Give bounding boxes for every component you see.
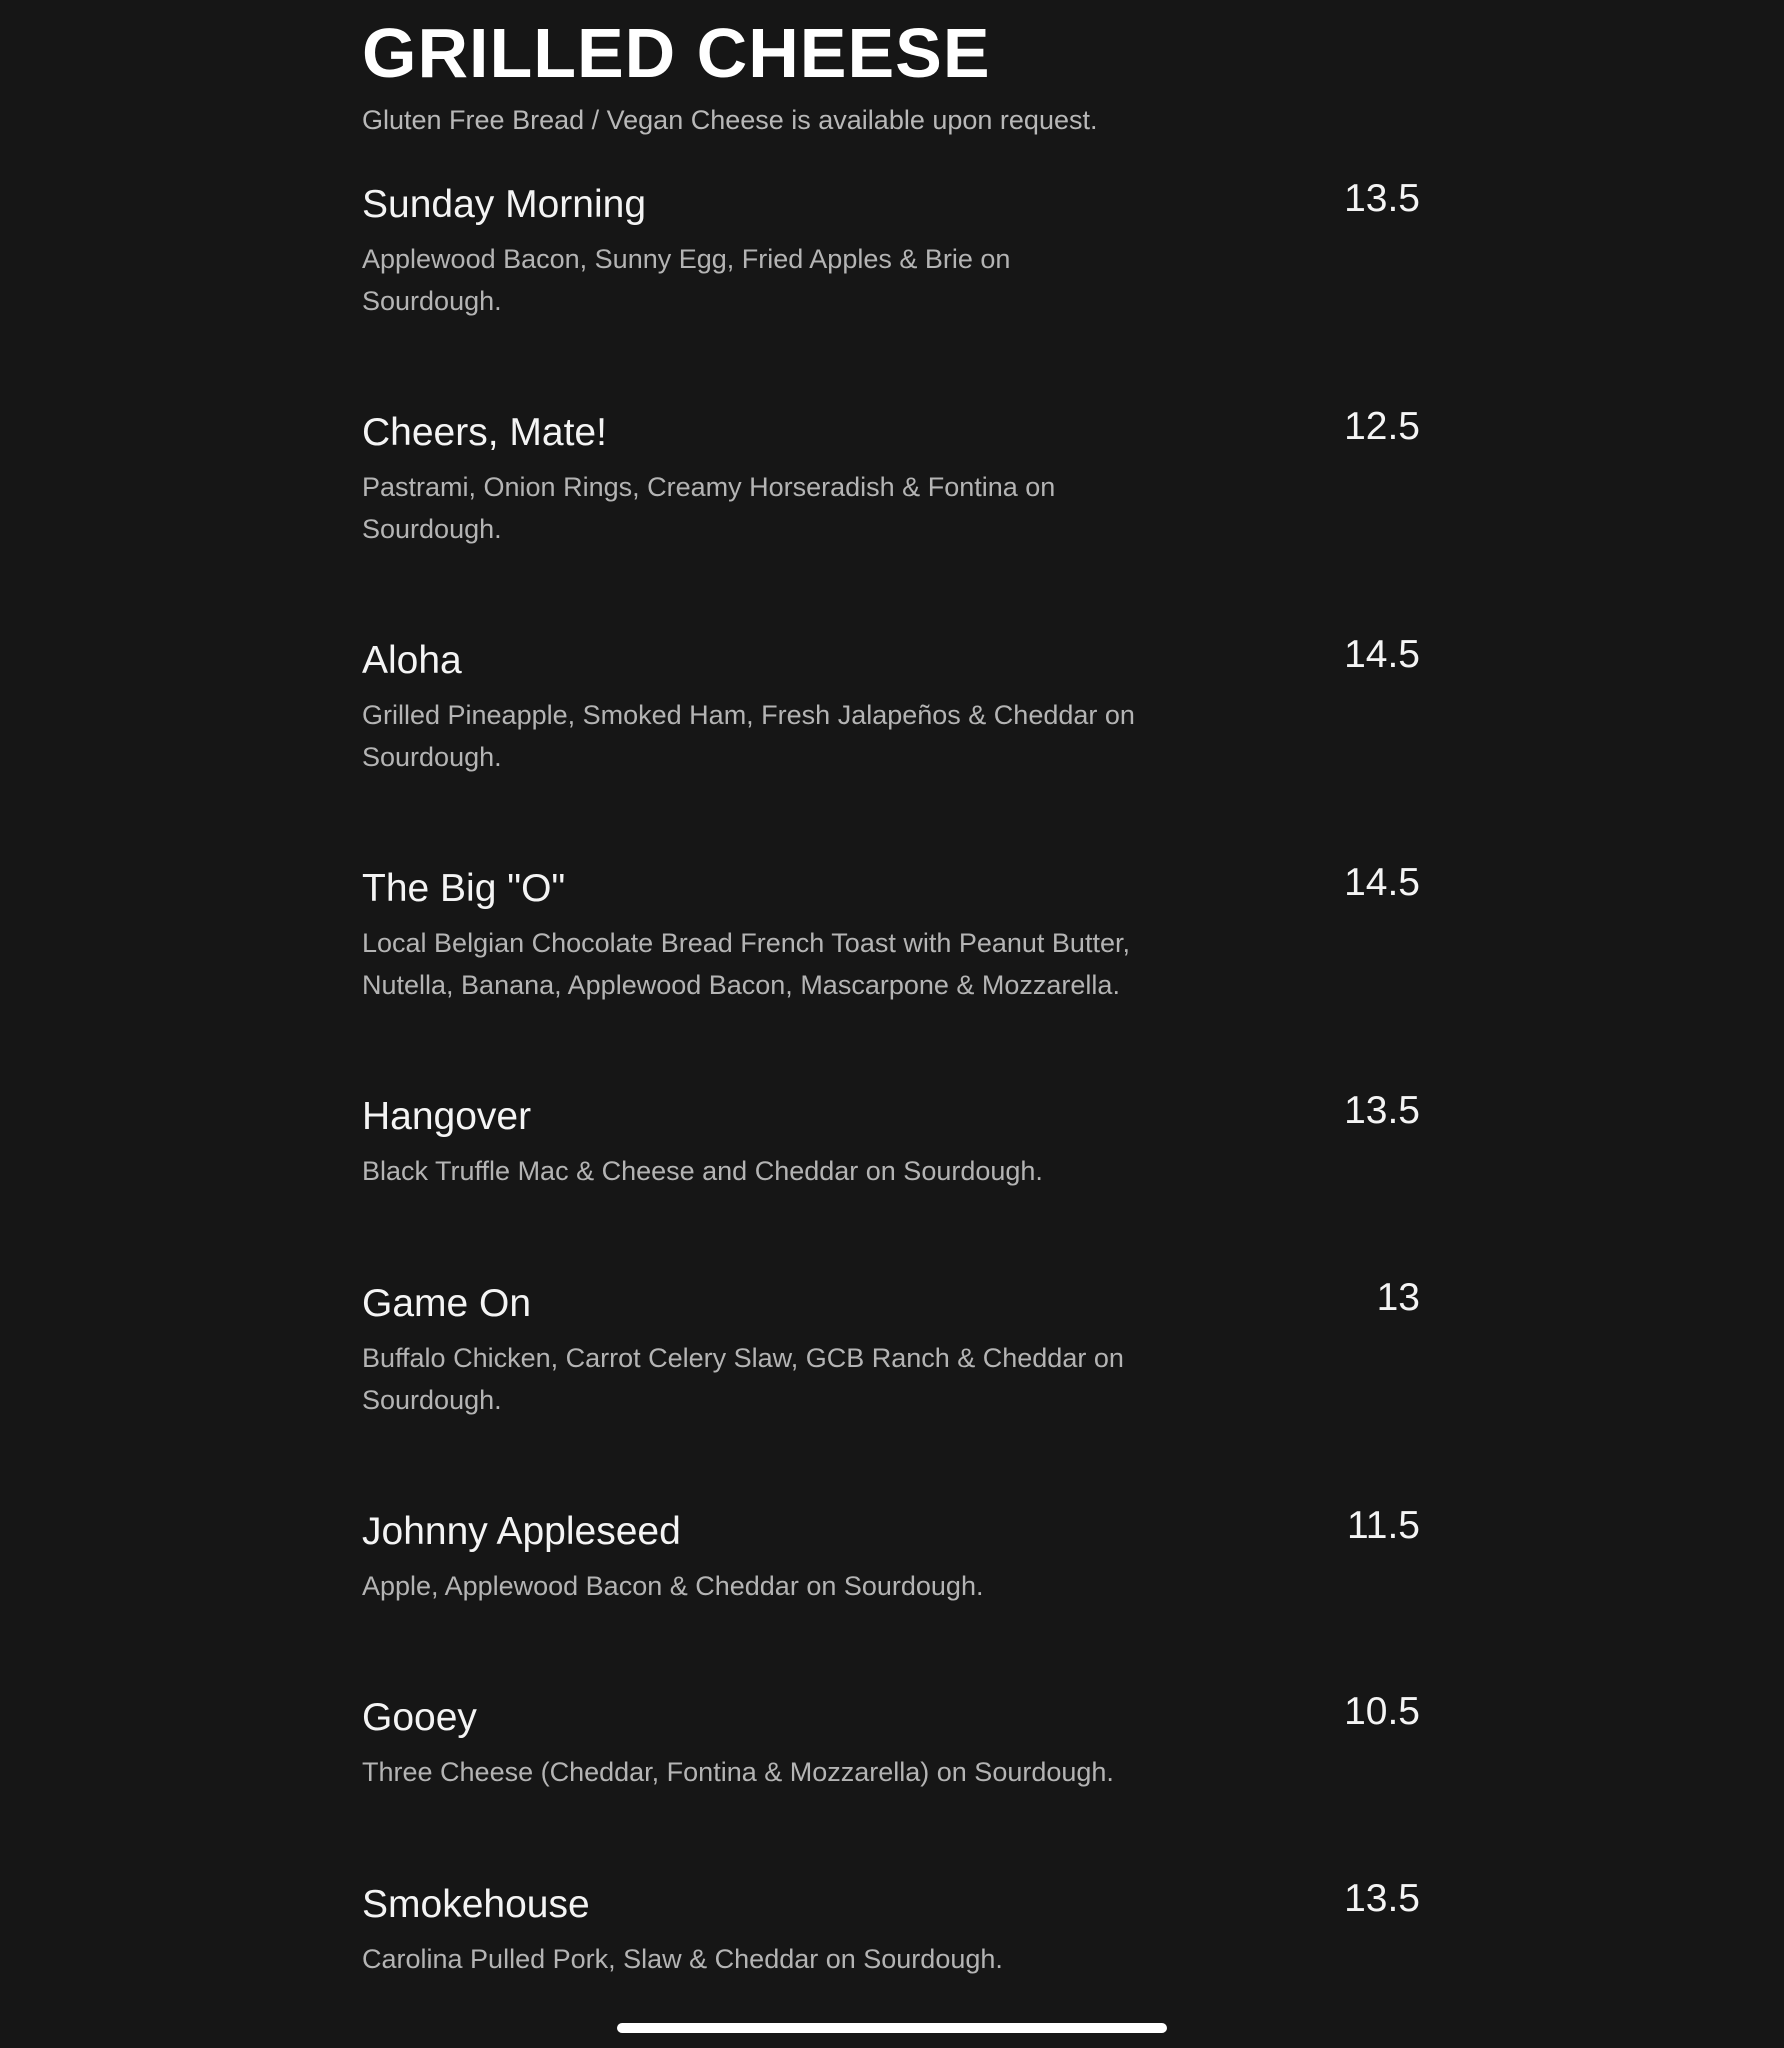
menu-item-price: 13	[1376, 1276, 1420, 1319]
menu-item-name: Sunday Morning	[362, 183, 647, 226]
menu-item-name: Cheers, Mate!	[362, 411, 607, 454]
menu-item-price: 12.5	[1344, 405, 1420, 448]
menu-item-name: Aloha	[362, 639, 462, 682]
menu-item-price: 13.5	[1344, 1089, 1420, 1132]
menu-item-name: Hangover	[362, 1095, 532, 1138]
menu-item-description: Buffalo Chicken, Carrot Celery Slaw, GCB Ranch & Cheddar on Sourdough.	[362, 1343, 1124, 1415]
page-subtitle: Gluten Free Bread / Vegan Cheese is available upon request.	[362, 105, 1098, 135]
menu-item-price: 14.5	[1344, 633, 1420, 676]
menu-item-description: Grilled Pineapple, Smoked Ham, Fresh Jalapeños & Cheddar on Sourdough.	[362, 700, 1135, 772]
menu-item-name: Smokehouse	[362, 1883, 590, 1926]
menu-item-price: 13.5	[1344, 177, 1420, 220]
menu-item-name: Johnny Appleseed	[362, 1510, 681, 1553]
home-indicator[interactable]	[617, 2023, 1167, 2033]
menu-item-price: 13.5	[1344, 1877, 1420, 1920]
menu-item-description: Three Cheese (Cheddar, Fontina & Mozzarella) on Sourdough.	[362, 1757, 1114, 1787]
menu-item-description: Local Belgian Chocolate Bread French Toast with Peanut Butter, Nutella, Banana, Applewood Bacon, Mascarpone & Mozzarella.	[362, 928, 1130, 1000]
menu-item-description: Apple, Applewood Bacon & Cheddar on Sourdough.	[362, 1571, 984, 1601]
menu-item-description: Pastrami, Onion Rings, Creamy Horseradish & Fontina on Sourdough.	[362, 472, 1056, 544]
menu-item-description: Applewood Bacon, Sunny Egg, Fried Apples & Brie on Sourdough.	[362, 244, 1011, 316]
menu-item-price: 14.5	[1344, 861, 1420, 904]
menu-item-name: Gooey	[362, 1696, 477, 1739]
menu-item-price: 10.5	[1344, 1690, 1420, 1733]
menu-item-description: Black Truffle Mac & Cheese and Cheddar on Sourdough.	[362, 1156, 1043, 1186]
menu-item-name: Game On	[362, 1282, 532, 1325]
menu-item-description: Carolina Pulled Pork, Slaw & Cheddar on Sourdough.	[362, 1944, 1003, 1974]
menu-item-name: The Big "O"	[362, 867, 566, 910]
page-title: GRILLED CHEESE	[362, 14, 991, 92]
menu-item-price: 11.5	[1346, 1504, 1420, 1547]
